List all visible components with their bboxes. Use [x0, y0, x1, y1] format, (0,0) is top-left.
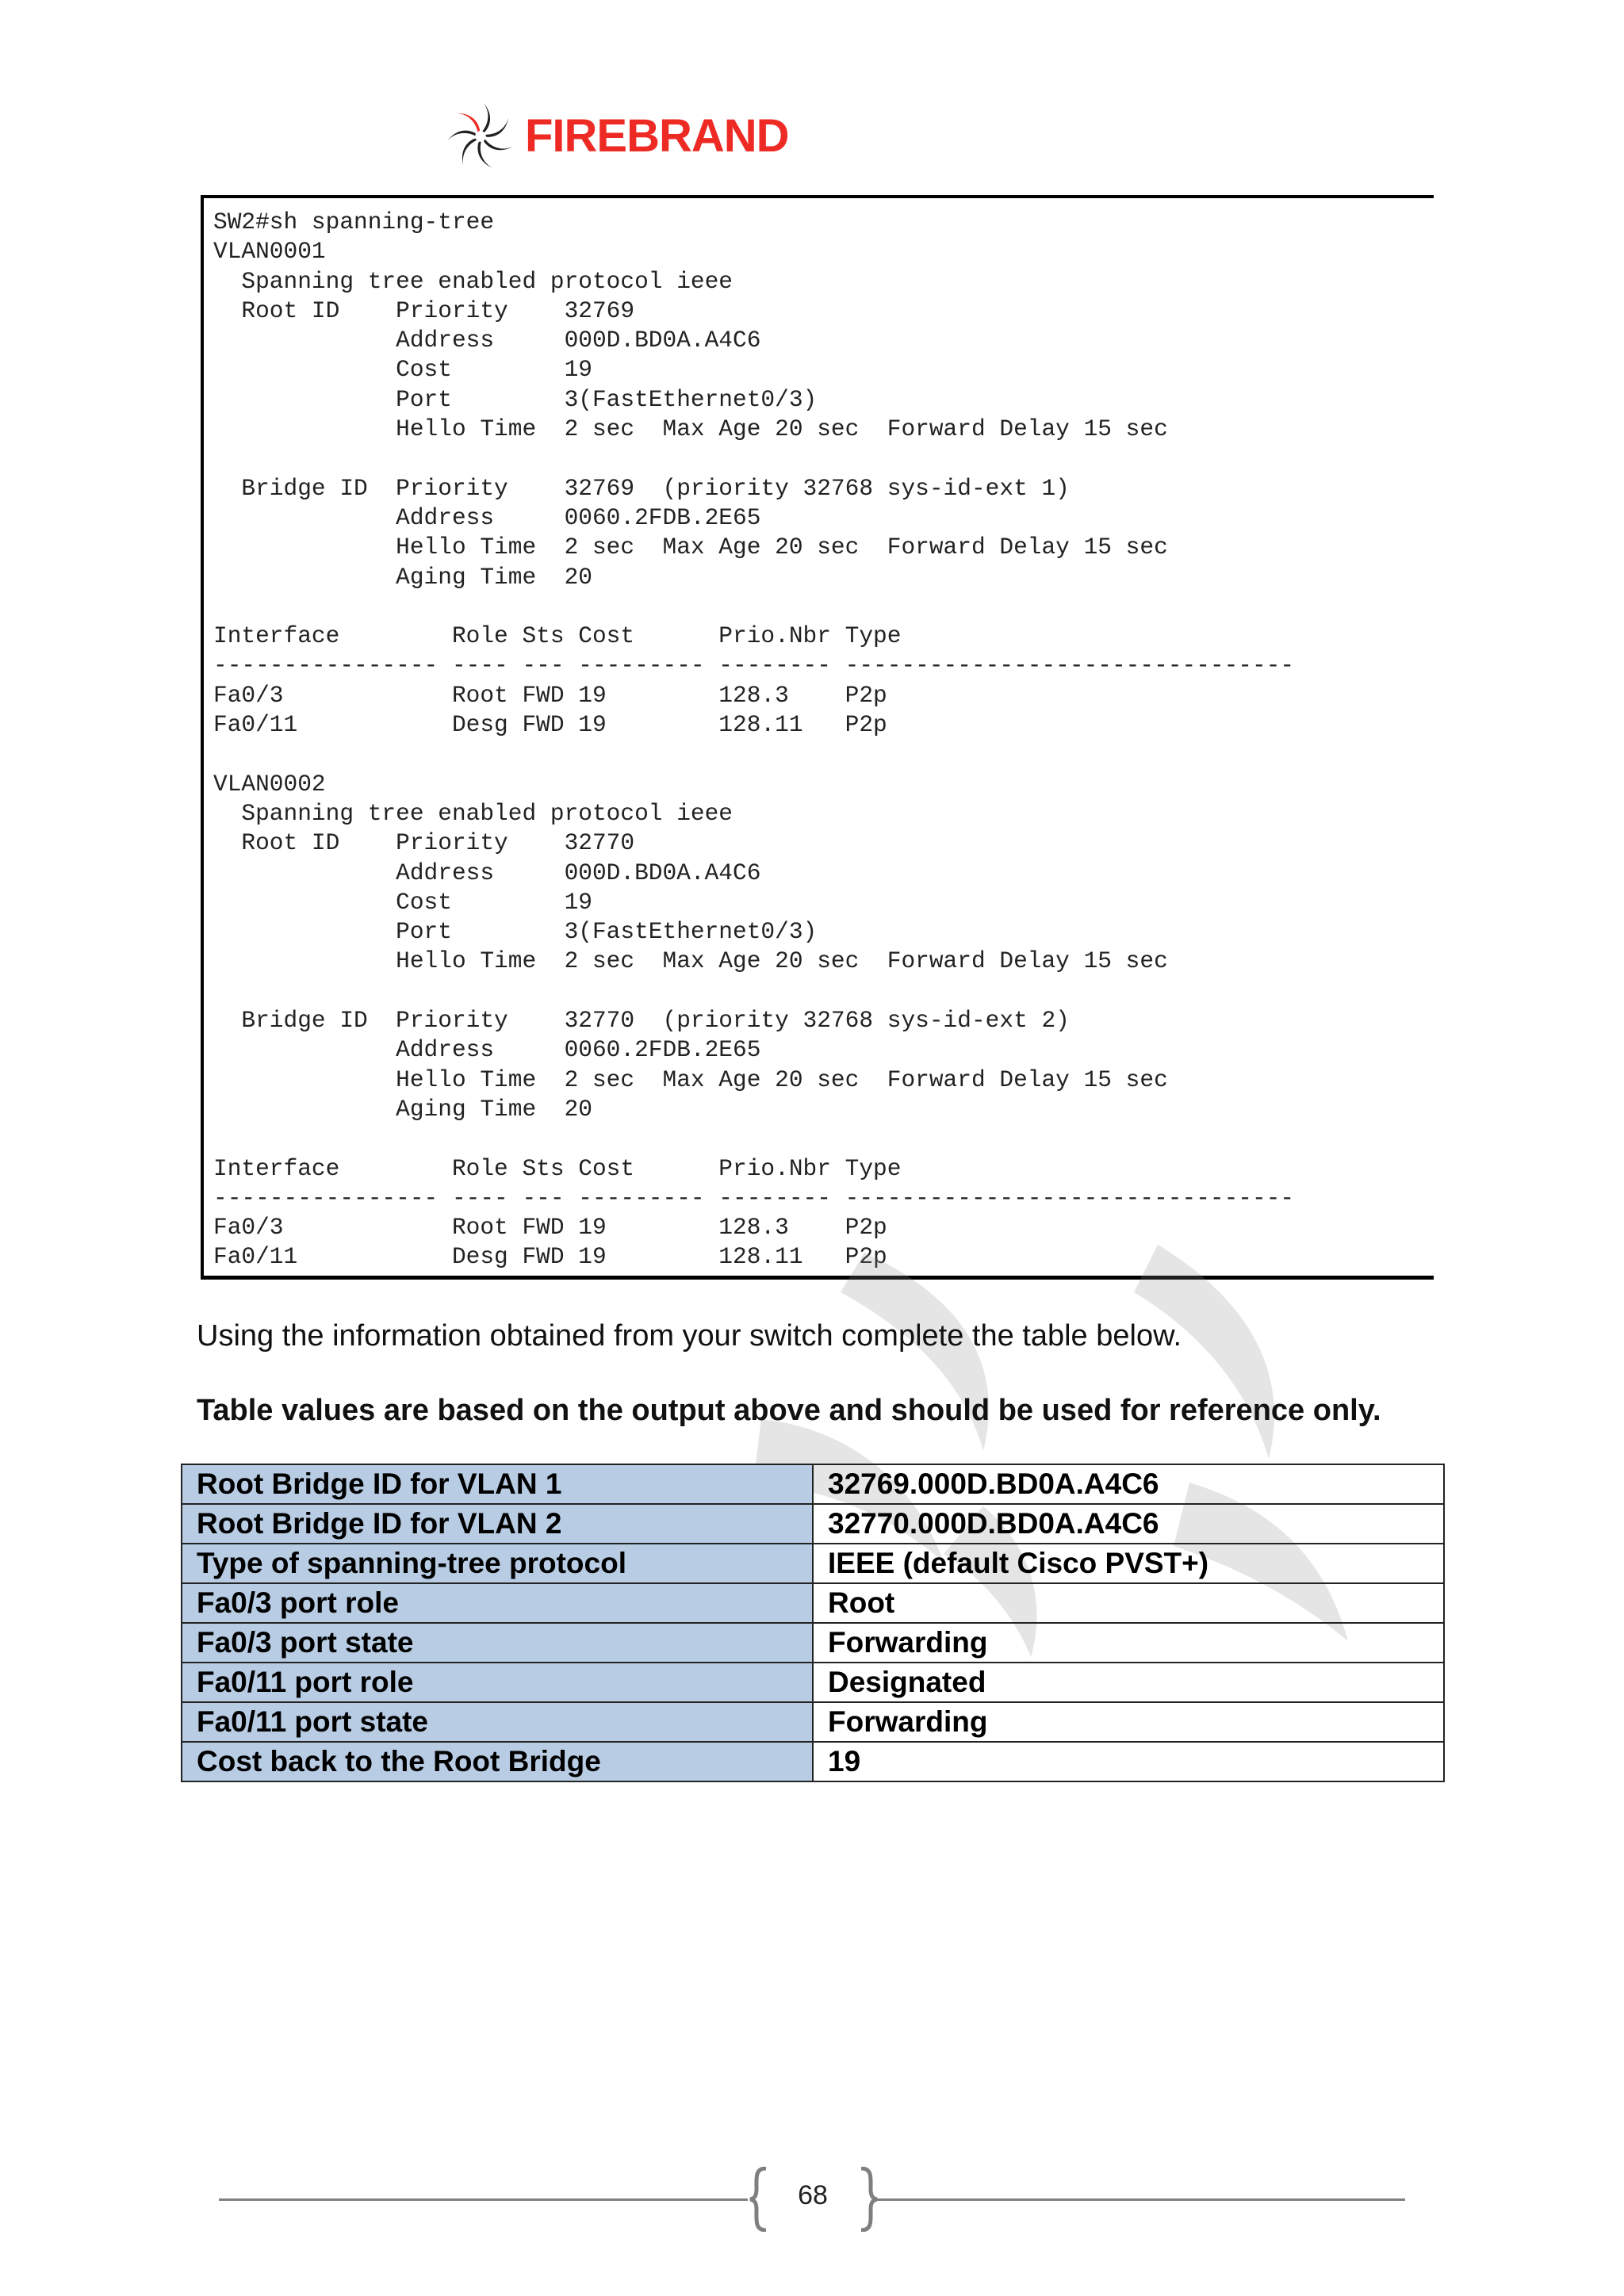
table-row: [182, 1504, 1444, 1544]
row-value: 32769.000D.BD0A.A4C6: [813, 1464, 1444, 1504]
row-value: 19: [813, 1742, 1444, 1781]
row-label: Fa0/3 port state: [182, 1623, 813, 1663]
stp-summary-table: [181, 1464, 1445, 1782]
row-value: 32770.000D.BD0A.A4C6: [813, 1504, 1444, 1544]
row-label: Fa0/11 port state: [182, 1702, 813, 1742]
row-label: Fa0/11 port role: [182, 1663, 813, 1702]
row-label: Cost back to the Root Bridge: [182, 1742, 813, 1781]
row-label: Root Bridge ID for VLAN 1: [182, 1464, 813, 1504]
instruction-text: Using the information obtained from your switch complete the table below.: [197, 1319, 1182, 1353]
firebrand-swirl-icon: [442, 97, 519, 176]
row-value: IEEE (default Cisco PVST+): [813, 1544, 1444, 1583]
page-number: 68: [798, 2180, 828, 2210]
terminal-screenshot: [201, 195, 1434, 1280]
row-value: Root: [813, 1583, 1444, 1623]
table-row: [182, 1742, 1444, 1781]
footer-rule-right: [872, 2198, 1405, 2201]
row-label: Type of spanning-tree protocol: [182, 1544, 813, 1583]
reference-note: Table values are based on the output above and should be used for reference only.: [197, 1394, 1381, 1427]
table-row: [182, 1464, 1444, 1504]
row-value: Designated: [813, 1663, 1444, 1702]
row-value: Forwarding: [813, 1623, 1444, 1663]
table-row: [182, 1544, 1444, 1583]
table-row: [182, 1702, 1444, 1742]
table-row: [182, 1623, 1444, 1663]
table-row: [182, 1583, 1444, 1623]
firebrand-logo: [442, 94, 789, 179]
row-label: Root Bridge ID for VLAN 2: [182, 1504, 813, 1544]
footer-rule-left: [219, 2198, 748, 2201]
logo-wordmark: FIREBRAND: [525, 110, 789, 162]
row-label: Fa0/3 port role: [182, 1583, 813, 1623]
row-value: Forwarding: [813, 1702, 1444, 1742]
terminal-output: SW2#sh spanning-tree VLAN0001 Spanning tree enabled protocol ieee Root ID Priority 32769 Address 000D.BD0A.A4C6 Cost 19 Port 3(FastEthernet0/3) Hello Time 2 sec Max Age 20 sec Forward Delay 15 sec Bridge ID Priority 32769 (priority 32768 sys-id-ext 1) Address 0060.2FDB.2E65 Hello Time 2 sec Max Age 20 sec Forward Delay 15 sec Aging Time 20 Interface Role Sts Cost Prio.Nbr Type ---------------- ---- --- --------- -------- -------------------------------- Fa0/3 Root FWD 19 128.3 P2p Fa0/11 Desg FWD 19 128.11 P2p VLAN0002 Spanning tree enabled protocol ieee Root ID Priority 32770 Address 000D.BD0A.A4C6 Cost 19 Port 3(FastEthernet0/3) Hello Time 2 sec Max Age 20 sec Forward Delay 15 sec Bridge ID Priority 32770 (priority 32768 sys-id-ext 2) Address 0060.2FDB.2E65 Hello Time 2 sec Max Age 20 sec Forward Delay 15 sec Aging Time 20 Interface Role Sts Cost Prio.Nbr Type ---------------- ---- --- --------- -------- -------------------------------- Fa0/3 Root FWD 19 128.3 P2p Fa0/11 Desg FWD 19 128.11 P2p: [213, 209, 1295, 1271]
table-row: [182, 1663, 1444, 1702]
left-brace-icon: [749, 2167, 772, 2232]
